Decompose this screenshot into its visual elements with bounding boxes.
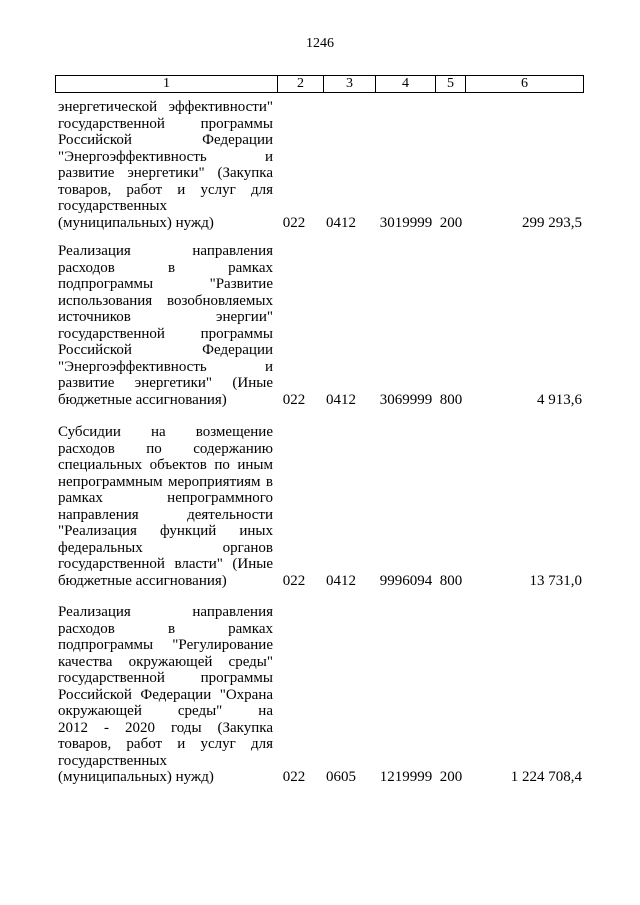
- description-line: подпрограммы "Регулирование: [58, 637, 273, 653]
- cell-c3: 0412: [326, 214, 356, 231]
- description-line: специальных объектов по иным: [58, 457, 273, 473]
- page-number: 1246: [306, 36, 334, 51]
- cell-c2: 022: [282, 214, 306, 231]
- description-line: Реализация направления: [58, 604, 273, 620]
- header-col-6: 6: [521, 76, 528, 91]
- description-line: бюджетные ассигнования): [58, 572, 227, 589]
- row-description: [58, 604, 273, 786]
- cell-c2: 022: [282, 391, 306, 408]
- header-col-5: 5: [436, 76, 466, 92]
- description-line: государственной программы: [58, 115, 273, 132]
- description-line: расходов в рамках: [58, 620, 273, 637]
- description-line: бюджетные ассигнования): [58, 391, 227, 408]
- row-description: [58, 243, 273, 408]
- cell-c6: 299 293,5: [522, 214, 582, 231]
- cell-c5: 200: [439, 769, 463, 785]
- cell-c4: 3019999: [379, 214, 433, 231]
- cell-c5: 200: [439, 214, 463, 231]
- description-line: окружающей среды" на: [58, 703, 273, 719]
- cell-c4: 1219999: [379, 769, 433, 785]
- description-line: подпрограммы "Развитие: [58, 276, 273, 292]
- description-line: использования возобновляемых: [58, 292, 273, 309]
- cell-c2: 022: [282, 572, 306, 589]
- row-description: [58, 99, 273, 231]
- description-line: 2012 - 2020 годы (Закупка: [58, 719, 273, 736]
- description-line: рамках непрограммного: [58, 490, 273, 506]
- description-line: (муниципальных) нужд): [58, 214, 214, 231]
- description-line: (муниципальных) нужд): [58, 769, 214, 785]
- header-col-2: 2: [278, 76, 324, 92]
- description-line: непрограммным мероприятиям в: [58, 473, 273, 490]
- cell-c3: 0412: [326, 391, 356, 408]
- description-line: источников энергии": [58, 309, 273, 325]
- cell-c5: 800: [439, 572, 463, 589]
- cell-c6: 13 731,0: [529, 572, 582, 589]
- description-line: развитие энергетики" (Иные: [58, 375, 273, 391]
- description-line: Российской Федерации: [58, 342, 273, 358]
- cell-c2: 022: [282, 769, 306, 785]
- description-line: государственной программы: [58, 670, 273, 686]
- description-line: "Энергоэффективность и: [58, 358, 273, 375]
- description-line: Реализация направления: [58, 243, 273, 259]
- header-col-4: 4: [376, 76, 436, 92]
- description-line: качества окружающей среды": [58, 653, 273, 670]
- description-line: энергетической эффективности": [58, 99, 273, 115]
- description-line: "Энергоэффективность и: [58, 148, 273, 165]
- row-description: [58, 424, 273, 589]
- cell-c3: 0605: [326, 769, 356, 785]
- description-line: расходов по содержанию: [58, 440, 273, 457]
- cell-c5: 800: [439, 391, 463, 408]
- description-line: государственных: [58, 752, 167, 769]
- cell-c3: 0412: [326, 572, 356, 589]
- cell-c4: 3069999: [379, 391, 433, 408]
- cell-c6: 4 913,6: [537, 391, 582, 408]
- description-line: Российской Федерации "Охрана: [58, 686, 273, 703]
- description-line: направления деятельности: [58, 506, 273, 523]
- table-header: [55, 75, 584, 93]
- description-line: государственной власти" (Иные: [58, 556, 273, 572]
- description-line: государственной программы: [58, 325, 273, 342]
- description-line: Субсидии на возмещение: [58, 424, 273, 440]
- description-line: расходов в рамках: [58, 259, 273, 276]
- description-line: Российской Федерации: [58, 132, 273, 148]
- description-line: товаров, работ и услуг для: [58, 736, 273, 752]
- description-line: товаров, работ и услуг для: [58, 181, 273, 198]
- cell-c6: 1 224 708,4: [510, 769, 582, 785]
- description-line: федеральных органов: [58, 539, 273, 556]
- header-col-3: 3: [324, 76, 376, 92]
- description-line: государственных: [58, 198, 167, 214]
- description-line: развитие энергетики" (Закупка: [58, 165, 273, 181]
- cell-c4: 9996094: [379, 572, 433, 589]
- header-col-1: 1: [56, 76, 278, 92]
- description-line: "Реализация функций иных: [58, 523, 273, 539]
